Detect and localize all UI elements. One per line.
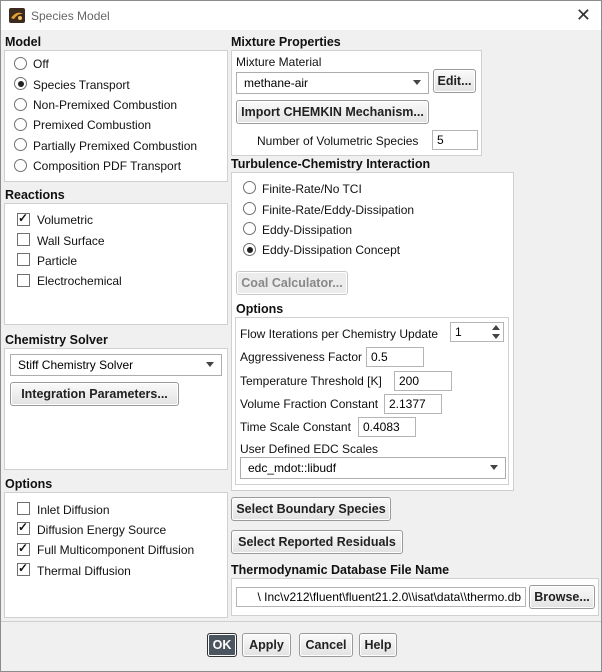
checkbox[interactable]	[17, 522, 30, 535]
radio-button[interactable]	[14, 98, 27, 111]
temperature-threshold-label: Temperature Threshold [K]	[240, 374, 382, 388]
volume-fraction-constant-field[interactable]: 2.1377	[384, 394, 442, 414]
thermo-database-header: Thermodynamic Database File Name	[231, 563, 450, 577]
checkbox[interactable]	[17, 502, 30, 515]
checkbox[interactable]	[17, 543, 30, 556]
model-header: Model	[5, 35, 42, 49]
cancel-button[interactable]: Cancel	[299, 633, 353, 657]
checkbox[interactable]	[17, 233, 30, 246]
radio-button[interactable]	[243, 202, 256, 215]
num-species-field[interactable]: 5	[432, 130, 478, 150]
select-boundary-species-button[interactable]: Select Boundary Species	[231, 497, 391, 521]
temperature-threshold-field[interactable]: 200	[394, 371, 452, 391]
radio-button[interactable]	[14, 159, 27, 172]
time-scale-constant-label: Time Scale Constant	[240, 420, 351, 434]
volume-fraction-constant-label: Volume Fraction Constant	[240, 397, 379, 411]
aggressiveness-factor-field[interactable]: 0.5	[366, 347, 424, 367]
checkbox[interactable]	[17, 563, 30, 576]
chevron-down-icon	[413, 80, 421, 85]
chemistry-solver-dropdown[interactable]: Stiff Chemistry Solver	[10, 354, 222, 376]
mixture-material-dropdown[interactable]: methane-air	[236, 72, 429, 94]
radio-button[interactable]	[14, 118, 27, 131]
radio-button[interactable]	[14, 138, 27, 151]
radio-button[interactable]	[14, 57, 27, 70]
coal-calculator-button[interactable]: Coal Calculator...	[236, 271, 348, 295]
window-title: Species Model	[31, 9, 110, 23]
options-left-header: Options	[5, 477, 53, 491]
aggressiveness-factor-label: Aggressiveness Factor	[240, 350, 363, 364]
checkbox[interactable]	[17, 213, 30, 226]
footer-divider	[1, 621, 601, 622]
spinner-arrows-icon[interactable]	[491, 324, 501, 340]
options-right-header: Options	[236, 302, 284, 316]
thermo-database-path-field[interactable]: \ Inc\v212\fluent\fluent21.2.0\\isat\data\\thermo.db	[236, 587, 526, 607]
user-defined-edc-scales-dropdown[interactable]: edc_mdot::libudf	[240, 457, 506, 479]
radio-button[interactable]	[243, 243, 256, 256]
chevron-down-icon	[490, 465, 498, 470]
checkbox[interactable]	[17, 253, 30, 266]
radio-button[interactable]	[243, 181, 256, 194]
mixture-material-label: Mixture Material	[236, 55, 322, 69]
import-chemkin-button[interactable]: Import CHEMKIN Mechanism...	[236, 100, 429, 124]
num-species-label: Number of Volumetric Species	[257, 134, 419, 148]
flow-iterations-label: Flow Iterations per Chemistry Update	[240, 327, 439, 341]
browse-button[interactable]: Browse...	[529, 585, 595, 609]
apply-button[interactable]: Apply	[242, 633, 291, 657]
species-model-dialog: Species Model ✕ Model Off Species Transport Non-Premixed Combustion Premixed Combustion Partially Premixed Combustion Composition PDF Transport Reactions ✓ Volumetric Wall Surface Particle Electrochemical Chemistry Solver Stiff Chemistry Solver Integration Parameters... Options Inlet Diffusion ✓ Diffusion Energy Source ✓ Full Multicomponent Diffusion ✓ Thermal Diffusion Mixture Properties Mixture Material methane-air Edit... Import CHEMKIN Mechanism... Number of Volumetric Species 5 Turbulence-Chemistry Interaction Finite-Rate/No TCI Finite-Rate/Eddy-Dissipation Eddy-Dissipation Eddy-Dissipation Concept Coal Calculator... Options Flow Iterations per Chemistry Update 1 Aggressiveness Factor 0.5 Temperature Threshold [K] 200 Volume Fraction Constant 2.1377 Time Scale Constant 0.4083 User Defined EDC Scales edc_mdot::libudf Select Boundary Species Select Reported Residuals Thermodynamic Database File Name \ Inc\v212\fluent\fluent21.2.0\\isat\data\\thermo.db Browse... OK Apply Cancel Help	[0, 0, 602, 672]
close-icon[interactable]: ✕	[575, 5, 591, 25]
reactions-header: Reactions	[5, 188, 65, 202]
ok-button[interactable]: OK	[207, 633, 237, 657]
integration-parameters-button[interactable]: Integration Parameters...	[10, 382, 179, 406]
mixture-properties-header: Mixture Properties	[231, 35, 341, 49]
radio-button[interactable]	[14, 77, 27, 90]
checkbox[interactable]	[17, 274, 30, 287]
tci-header: Turbulence-Chemistry Interaction	[231, 157, 431, 171]
help-button[interactable]: Help	[359, 633, 397, 657]
time-scale-constant-field[interactable]: 0.4083	[358, 417, 416, 437]
chevron-down-icon	[206, 362, 214, 367]
chemistry-solver-header: Chemistry Solver	[5, 333, 108, 347]
select-reported-residuals-button[interactable]: Select Reported Residuals	[231, 530, 403, 554]
title-bar	[1, 1, 601, 30]
edit-mixture-button[interactable]: Edit...	[433, 69, 476, 93]
fluent-app-icon	[9, 8, 25, 23]
user-defined-edc-scales-label: User Defined EDC Scales	[240, 442, 379, 456]
radio-button[interactable]	[243, 222, 256, 235]
flow-iterations-stepper[interactable]: 1	[450, 322, 504, 342]
